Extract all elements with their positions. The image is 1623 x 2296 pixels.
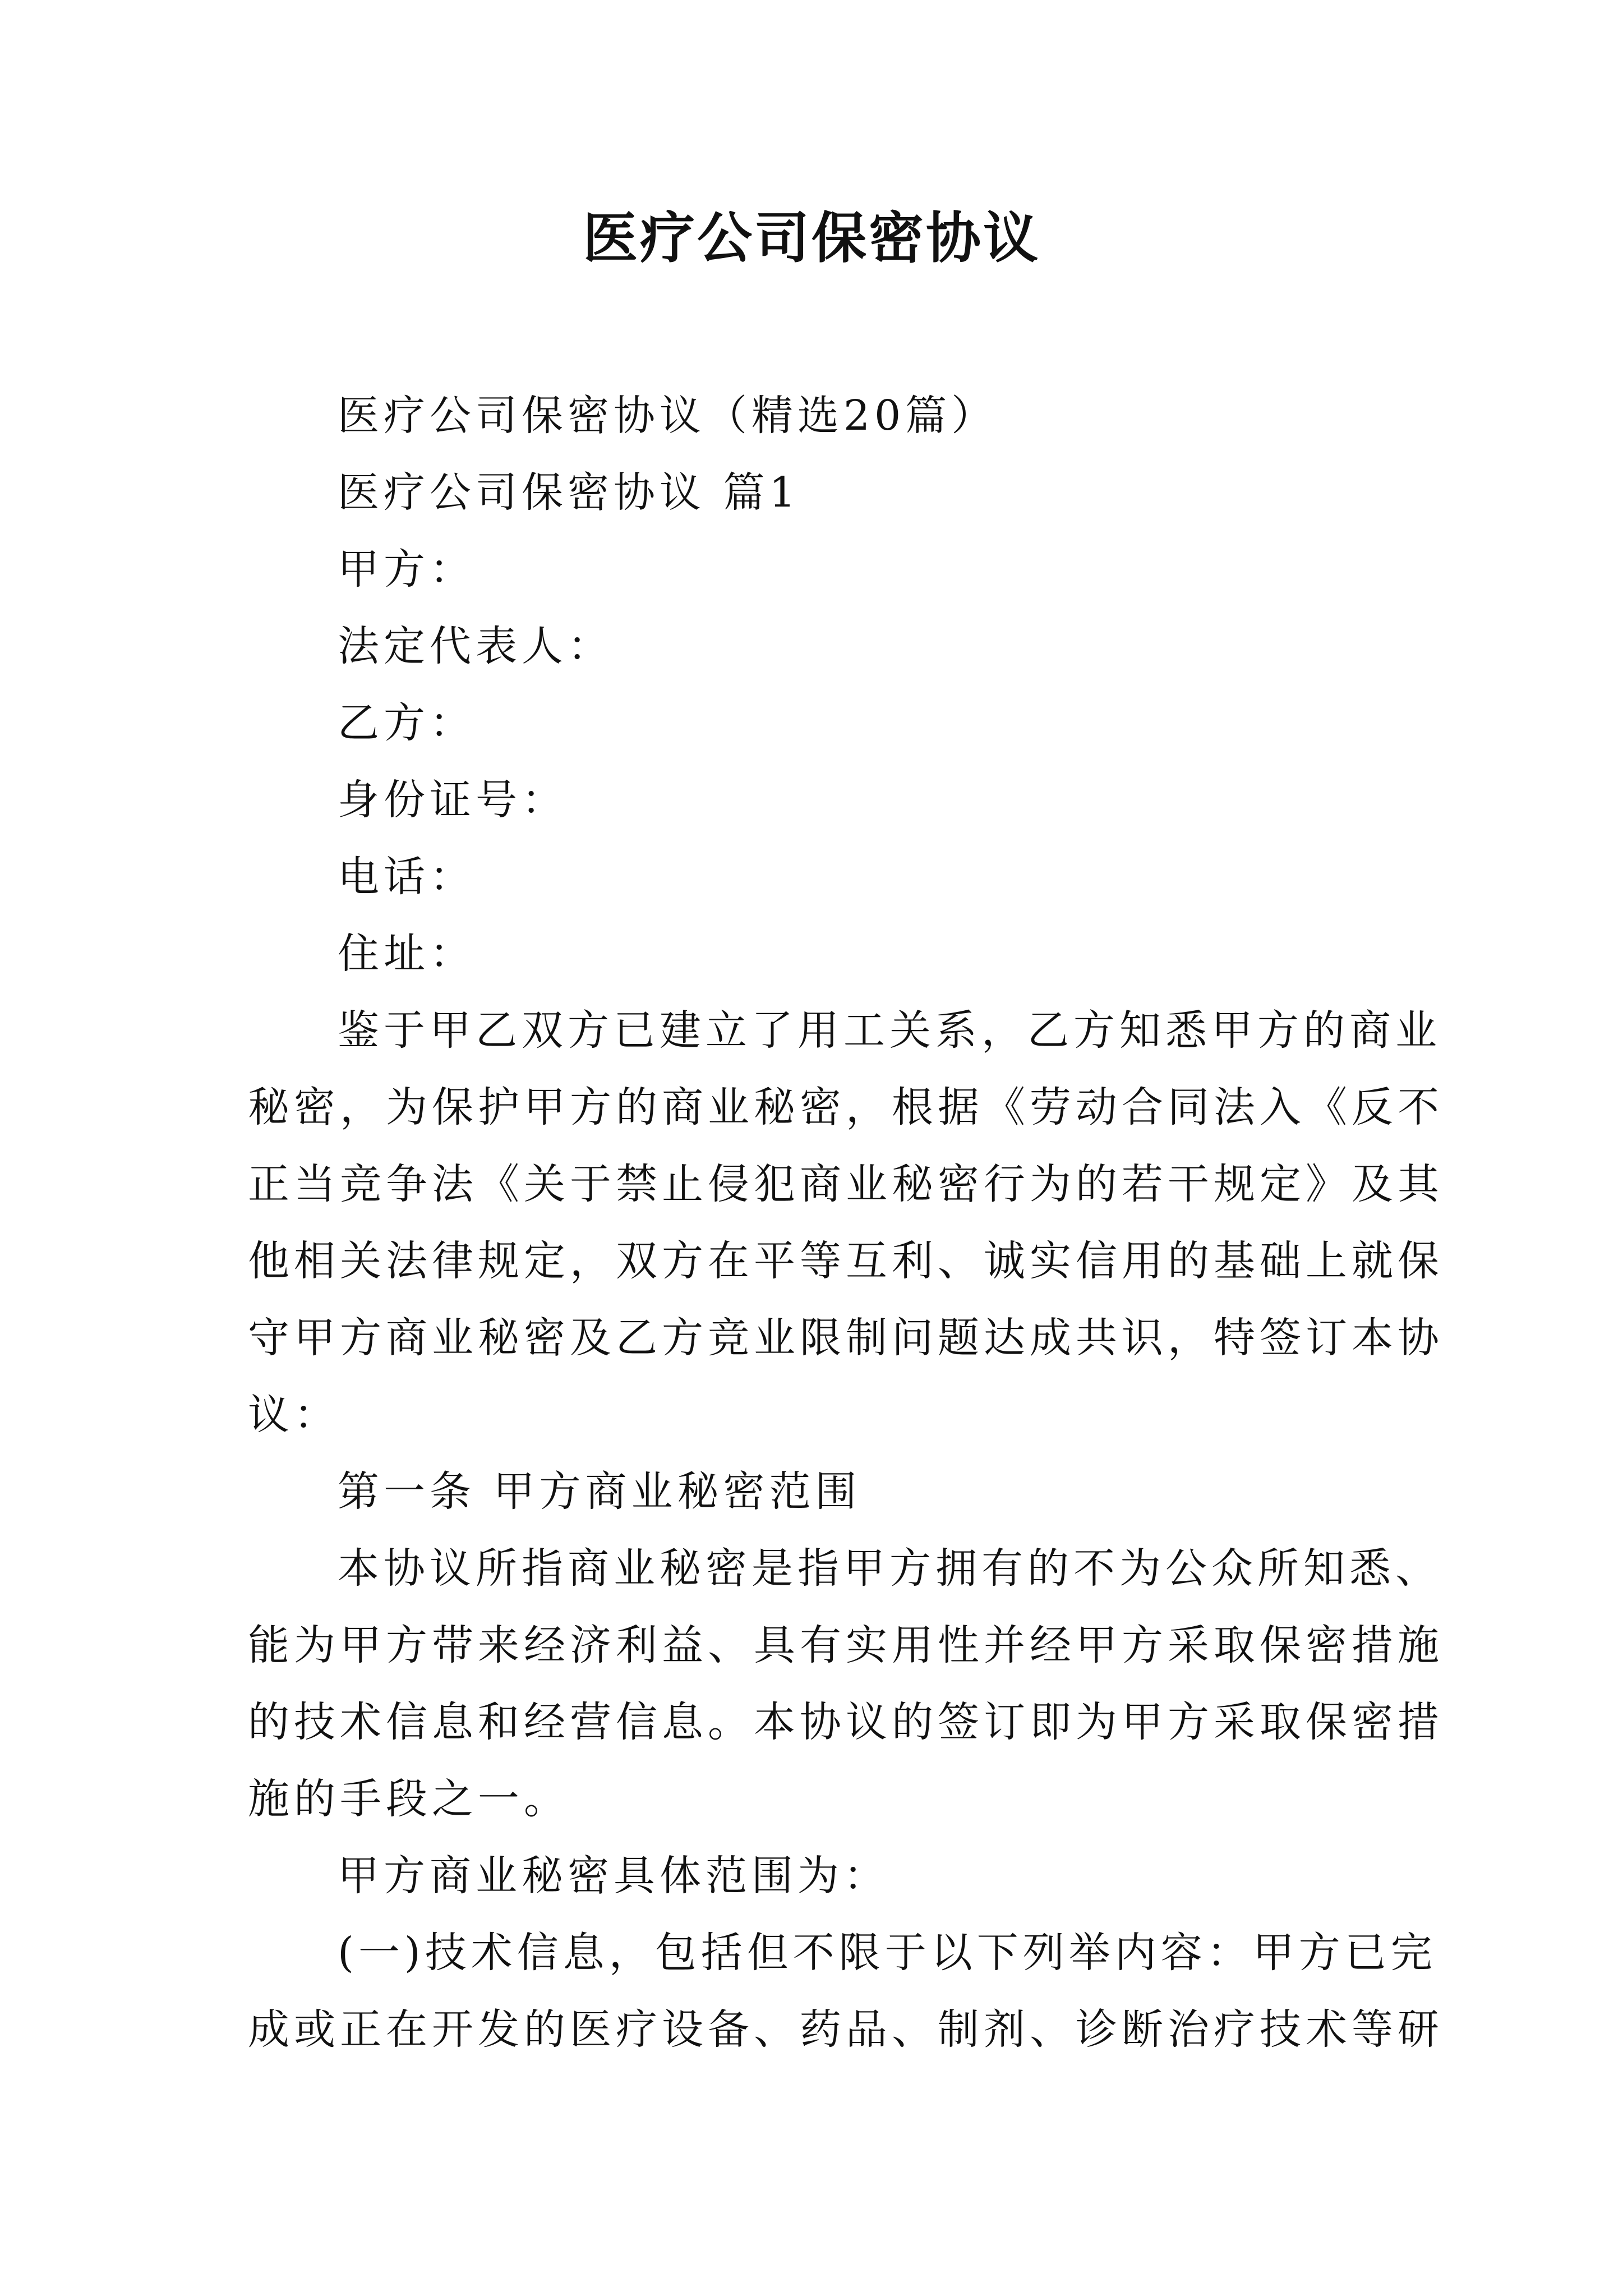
text-line: 电话： [338, 853, 476, 901]
text-line: 身份证号： [338, 776, 568, 824]
text-line: 他相关法律规定，双方在平等互利、诚实信用的基础上就保 [248, 1237, 1444, 1285]
text-line: 的技术信息和经营信息。本协议的签订即为甲方采取保密措 [248, 1698, 1444, 1746]
document-title: 医疗公司保密协议 [582, 206, 1040, 270]
text-line: 能为甲方带来经济利益、具有实用性并经甲方采取保密措施 [248, 1621, 1444, 1669]
document-body [248, 378, 1444, 2068]
text-line: 医疗公司保密协议 篇1 [338, 468, 800, 517]
text-line: (一)技术信息，包括但不限于以下列举内容：甲方已完 [338, 1929, 1437, 1977]
text-line: 甲方： [338, 545, 476, 593]
text-line: 甲方商业秘密具体范围为： [338, 1852, 889, 1900]
text-line: 正当竞争法《关于禁止侵犯商业秘密行为的若干规定》及其 [248, 1160, 1444, 1208]
text-line: 本协议所指商业秘密是指甲方拥有的不为公众所知悉、 [338, 1544, 1441, 1593]
text-line: 鉴于甲乙双方已建立了用工关系，乙方知悉甲方的商业 [338, 1006, 1441, 1055]
text-line: 第一条 甲方商业秘密范围 [338, 1467, 861, 1516]
text-line: 秘密，为保护甲方的商业秘密，根据《劳动合同法入《反不 [248, 1083, 1444, 1131]
text-line: 住址： [338, 930, 476, 978]
text-line: 施的手段之一。 [248, 1775, 570, 1823]
text-line: 成或正在开发的医疗设备、药品、制剂、诊断治疗技术等研 [248, 2005, 1444, 2054]
text-line: 乙方： [338, 699, 476, 747]
text-line: 议： [248, 1391, 340, 1439]
text-line: 法定代表人： [338, 622, 614, 670]
text-line: 守甲方商业秘密及乙方竞业限制问题达成共识，特签订本协 [248, 1314, 1444, 1362]
text-line: 医疗公司保密协议（精选20篇） [338, 392, 998, 440]
